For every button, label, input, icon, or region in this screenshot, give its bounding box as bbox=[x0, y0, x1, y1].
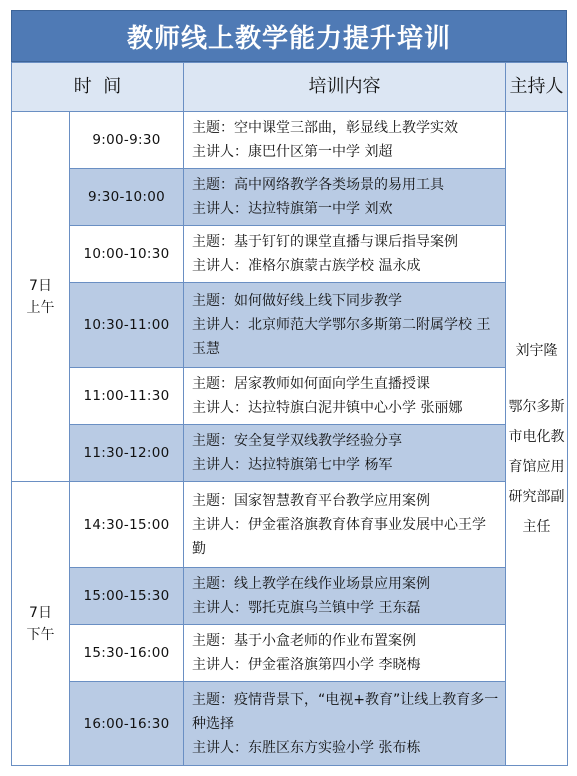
session-time: 16:00-16:30 bbox=[70, 682, 184, 766]
table-row bbox=[12, 625, 568, 682]
table-row bbox=[12, 169, 568, 226]
session-content bbox=[184, 482, 506, 568]
session-speaker: 主讲人：鄂托克旗乌兰镇中学 王东磊 bbox=[192, 600, 421, 616]
table-row bbox=[12, 368, 568, 425]
session-topic: 主题：安全复学双线教学经验分享 bbox=[192, 433, 403, 449]
session-topic: 主题：基于钉钉的课堂直播与课后指导案例 bbox=[192, 234, 459, 250]
session-topic: 主题：基于小盒老师的作业布置案例 bbox=[192, 633, 417, 649]
table-row bbox=[12, 482, 568, 568]
table-row bbox=[12, 682, 568, 766]
table-row bbox=[12, 425, 568, 482]
session-time: 15:30-16:00 bbox=[70, 625, 184, 682]
morning-day-cell bbox=[12, 112, 70, 482]
afternoon-period: 下午 bbox=[26, 626, 55, 643]
host-name: 刘宇隆 bbox=[515, 342, 558, 359]
session-speaker: 主讲人：准格尔旗蒙古族学校 温永成 bbox=[192, 258, 421, 274]
header-content: 培训内容 bbox=[184, 63, 506, 112]
session-content bbox=[184, 368, 506, 425]
session-speaker: 主讲人：东胜区东方实验小学 张布栋 bbox=[192, 739, 421, 756]
session-speaker: 主讲人：达拉特旗第七中学 杨军 bbox=[192, 457, 393, 473]
session-topic: 主题：空中课堂三部曲，彰显线上教学实效 bbox=[192, 120, 459, 136]
session-time: 11:30-12:00 bbox=[70, 425, 184, 482]
table-row bbox=[12, 283, 568, 368]
session-speaker: 主讲人：伊金霍洛旗教育体育事业发展中心王学勤 bbox=[192, 516, 487, 557]
session-speaker: 主讲人：达拉特旗白泥井镇中心小学 张丽娜 bbox=[192, 400, 463, 416]
session-content bbox=[184, 568, 506, 625]
session-time: 14:30-15:00 bbox=[70, 482, 184, 568]
table-row bbox=[12, 568, 568, 625]
session-speaker: 主讲人：北京师范大学鄂尔多斯第二附属学校 王玉慧 bbox=[192, 317, 491, 357]
session-content bbox=[184, 682, 506, 766]
session-content bbox=[184, 283, 506, 368]
session-content bbox=[184, 226, 506, 283]
afternoon-day: 7日 bbox=[29, 604, 52, 621]
table-row bbox=[12, 112, 568, 169]
session-time: 15:00-15:30 bbox=[70, 568, 184, 625]
session-topic: 主题：居家教师如何面向学生直播授课 bbox=[192, 376, 431, 392]
session-speaker: 主讲人：康巴什区第一中学 刘超 bbox=[192, 144, 393, 160]
morning-period: 上午 bbox=[26, 299, 55, 316]
host-cell bbox=[506, 112, 568, 766]
session-time: 10:00-10:30 bbox=[70, 226, 184, 283]
header-host: 主持人 bbox=[506, 63, 568, 112]
page-title: 教师线上教学能力提升培训 bbox=[11, 10, 567, 62]
session-time: 10:30-11:00 bbox=[70, 283, 184, 368]
session-speaker: 主讲人：伊金霍洛旗第四小学 李晓梅 bbox=[192, 657, 421, 673]
session-topic: 主题：国家智慧教育平台教学应用案例 bbox=[192, 492, 431, 509]
session-topic: 主题：如何做好线上线下同步教学 bbox=[192, 293, 403, 309]
session-content bbox=[184, 169, 506, 226]
header-row bbox=[12, 63, 568, 112]
session-content bbox=[184, 425, 506, 482]
morning-day: 7日 bbox=[29, 277, 52, 294]
header-time: 时 间 bbox=[12, 63, 184, 112]
session-content bbox=[184, 625, 506, 682]
schedule-document bbox=[11, 10, 567, 768]
session-content bbox=[184, 112, 506, 169]
host-title: 鄂尔多斯市电化教育馆应用研究部副主任 bbox=[508, 398, 565, 535]
session-speaker: 主讲人：达拉特旗第一中学 刘欢 bbox=[192, 201, 393, 217]
session-topic: 主题：高中网络教学各类场景的易用工具 bbox=[192, 177, 445, 193]
session-topic: 主题：线上教学在线作业场景应用案例 bbox=[192, 576, 431, 592]
session-topic: 主题：疫情背景下，“电视+教育”让线上教育多一种选择 bbox=[192, 691, 499, 732]
session-time: 9:30-10:00 bbox=[70, 169, 184, 226]
session-time: 9:00-9:30 bbox=[70, 112, 184, 169]
afternoon-day-cell bbox=[12, 482, 70, 766]
session-time: 11:00-11:30 bbox=[70, 368, 184, 425]
table-row bbox=[12, 226, 568, 283]
schedule-table bbox=[11, 62, 568, 766]
